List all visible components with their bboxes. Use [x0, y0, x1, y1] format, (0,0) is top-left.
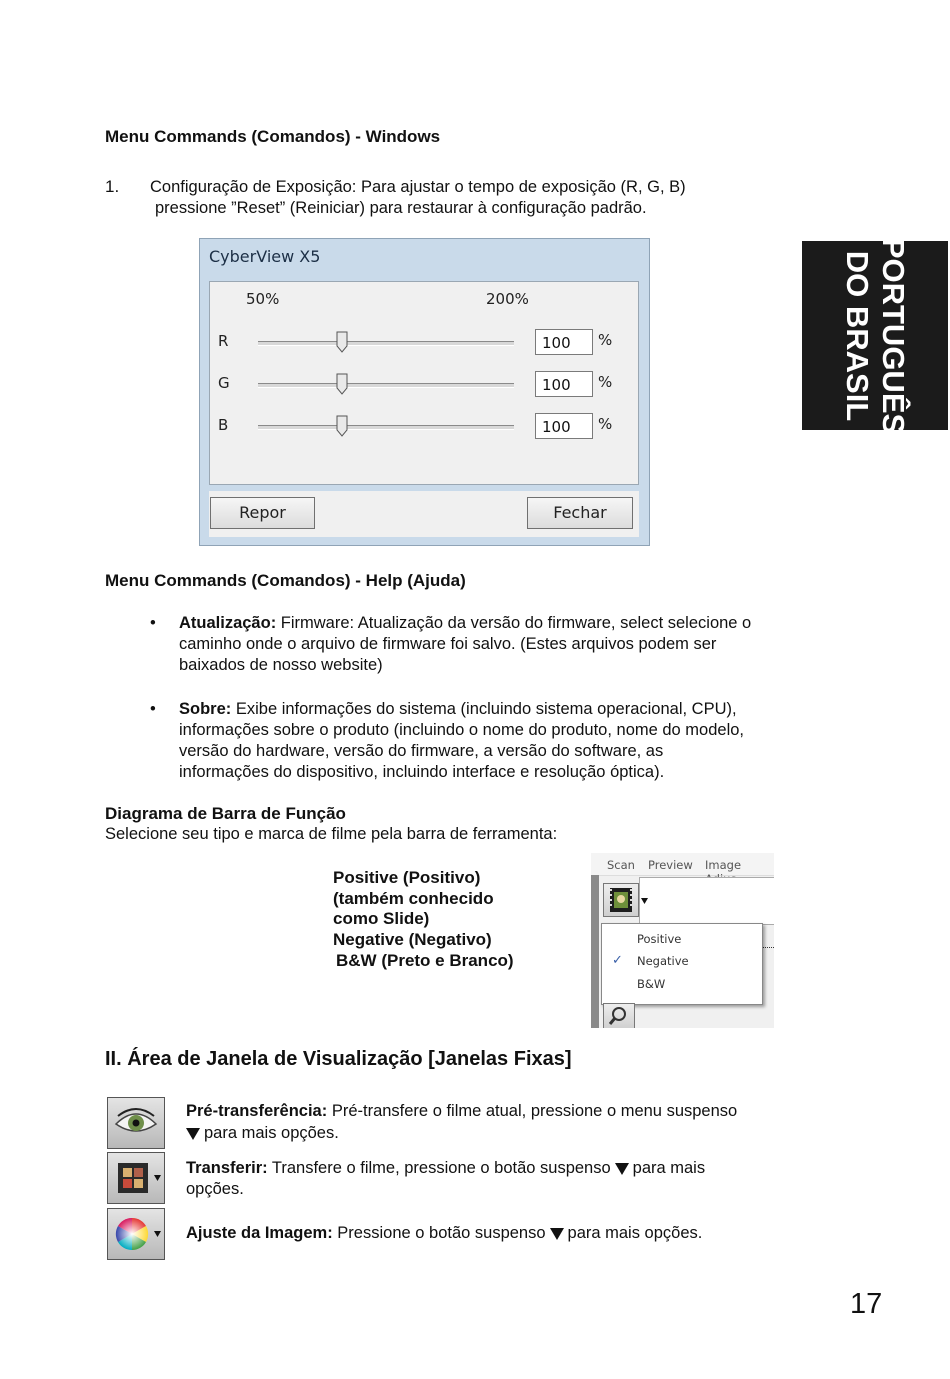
channel-g-label: G: [218, 374, 230, 392]
menu-image-adjust[interactable]: Image: [705, 858, 742, 872]
close-button[interactable]: Fechar: [527, 497, 633, 529]
film-type-slide: como Slide): [333, 909, 430, 929]
cyberview-dialog: [199, 238, 650, 546]
film-transfer-icon: [108, 1153, 164, 1203]
channel-g-value-input[interactable]: 100: [535, 371, 593, 397]
exposure-text-line2: pressione ”Reset” (Reiniciar) para restaurar à configuração padrão.: [155, 199, 647, 217]
channel-r-track[interactable]: [258, 341, 514, 346]
prescan-text: Pré-transfere o filme atual, pressione o menu suspenso: [327, 1102, 738, 1120]
bullet-about-line2: informações sobre o produto (incluindo o nome do produto, nome do modelo,: [179, 721, 745, 739]
channel-r-slider-thumb[interactable]: [336, 331, 348, 353]
list-number: 1.: [105, 177, 120, 196]
transfer-term: Transferir:: [186, 1159, 268, 1177]
prescan-button[interactable]: [107, 1097, 165, 1149]
bullet-icon: •: [150, 614, 156, 632]
bullet-about-line3: versão do hardware, versão do firmware, a versão do software, as: [179, 742, 664, 760]
transfer-line2: opções.: [186, 1180, 244, 1198]
option-bw[interactable]: B&W: [637, 977, 666, 991]
page-number: 17: [850, 1288, 883, 1320]
channel-g-unit: %: [598, 373, 613, 391]
channel-b-unit: %: [598, 415, 613, 433]
magnifier-button[interactable]: [603, 1003, 635, 1028]
film-type-positive: Positive (Positivo): [333, 868, 481, 887]
min-label: 50%: [246, 290, 280, 308]
channel-b-label: B: [218, 416, 229, 434]
function-bar-description: Selecione seu tipo e marca de filme pela barra de ferramenta:: [105, 825, 558, 843]
bullet-about-line1: [179, 699, 737, 720]
image-adjust-line1: [186, 1223, 702, 1244]
color-wheel-icon: [108, 1209, 164, 1259]
channel-g-slider-thumb[interactable]: [336, 373, 348, 395]
language-tab-line2: DO BRASIL: [840, 250, 875, 421]
film-type-bw: B&W (Preto e Branco): [336, 950, 514, 970]
transfer-text: Transfere o filme, pressione o botão suspenso: [267, 1159, 611, 1177]
exposure-panel: [209, 281, 639, 485]
dropdown-triangle-icon: [186, 1128, 200, 1140]
eye-icon: [108, 1098, 164, 1148]
bullet-about-text: Exibe informações do sistema (incluindo sistema operacional, CPU),: [231, 700, 737, 718]
dialog-title: CyberView X5: [209, 247, 321, 266]
channel-b-slider-thumb[interactable]: [336, 415, 348, 437]
dropdown-arrow-icon[interactable]: [641, 897, 649, 905]
channel-r-label: R: [218, 332, 229, 350]
section-heading-help: Menu Commands (Comandos) - Help (Ajuda): [105, 571, 466, 590]
film-type-dropdown: [601, 923, 763, 1005]
bullet-about-line4: informações do dispositivo, incluindo interface e resolução óptica).: [179, 763, 665, 781]
exposure-text-line1: Configuração de Exposição: Para ajustar o tempo de exposição (R, G, B): [150, 178, 686, 196]
magnifier-icon: [604, 1004, 634, 1028]
prescan-term: Pré-transferência:: [186, 1102, 328, 1120]
film-types-list: [333, 868, 514, 972]
prescan-line1: [186, 1101, 737, 1122]
film-frame-icon: [604, 884, 638, 916]
bullet-update-text: Firmware: Atualização da versão do firmware, select selecione o: [276, 614, 752, 632]
film-type-button[interactable]: [603, 883, 639, 917]
bullet-icon: •: [150, 700, 156, 718]
bullet-update-line3: baixados de nosso website): [179, 656, 383, 674]
channel-b-track[interactable]: [258, 425, 514, 430]
scan-menu-bar: [591, 853, 774, 876]
section-heading-preview-area: II. Área de Janela de Visualização [Janelas Fixas]: [105, 1048, 572, 1070]
dropdown-triangle-icon: [615, 1163, 629, 1175]
channel-b-value-input[interactable]: 100: [535, 413, 593, 439]
language-tab-line1: PORTUGUÊS: [876, 237, 911, 434]
dialog-button-bar: [209, 491, 639, 537]
transfer-line1: [186, 1158, 705, 1179]
prescan-text2: para mais opções.: [204, 1124, 339, 1142]
bullet-update-line1: [179, 613, 751, 634]
section-heading-function-bar: Diagrama de Barra de Função: [105, 804, 346, 823]
menu-preview[interactable]: Preview: [648, 858, 693, 872]
film-type-positive-aka: (também conhecido: [333, 888, 494, 908]
section-heading-windows: Menu Commands (Comandos) - Windows: [105, 127, 441, 146]
prescan-line2: [186, 1123, 339, 1144]
channel-g-track[interactable]: [258, 383, 514, 388]
image-adjust-term: Ajuste da Imagem:: [186, 1224, 333, 1242]
channel-r-value-input[interactable]: 100: [535, 329, 593, 355]
transfer-text-b: para mais: [632, 1159, 706, 1177]
toolbar-edge: [591, 875, 599, 1028]
checkmark-icon: ✓: [612, 952, 623, 967]
film-type-menu-screenshot: [591, 853, 774, 1028]
menu-scan[interactable]: Scan: [607, 858, 635, 872]
max-label: 200%: [486, 290, 529, 308]
image-adjust-text: Pressione o botão suspenso: [332, 1224, 546, 1242]
preview-area: [639, 877, 774, 925]
film-type-negative: Negative (Negativo): [333, 930, 492, 950]
reset-button[interactable]: Repor: [210, 497, 315, 529]
bullet-update-line2: caminho onde o arquivo de firmware foi salvo. (Estes arquivos podem ser: [179, 635, 717, 653]
option-positive[interactable]: Positive: [637, 932, 682, 946]
image-adjust-text-b: para mais opções.: [567, 1224, 703, 1242]
scan-button[interactable]: [107, 1152, 165, 1204]
image-adjust-button[interactable]: [107, 1208, 165, 1260]
channel-r-unit: %: [598, 331, 613, 349]
dropdown-triangle-icon: [550, 1228, 564, 1240]
option-negative[interactable]: Negative: [637, 954, 689, 968]
bullet-about-term: Sobre:: [179, 700, 232, 718]
bullet-update-term: Atualização:: [179, 614, 277, 632]
language-tab: [802, 237, 948, 434]
